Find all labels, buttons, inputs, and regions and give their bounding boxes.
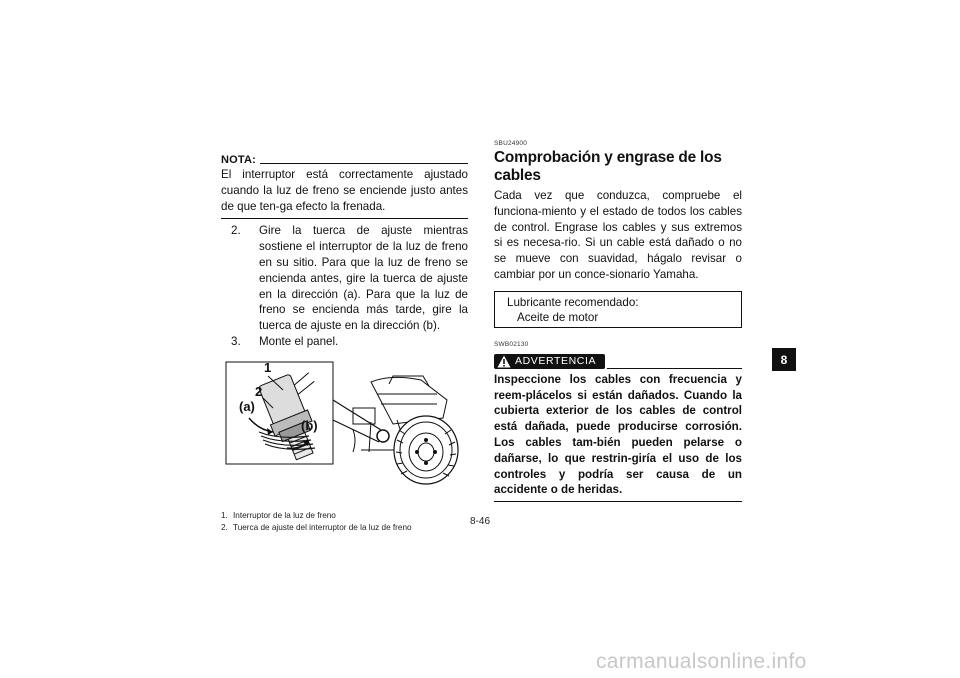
nota-header <box>221 152 468 166</box>
section-paragraph: Cada vez que conduzca, compruebe el funciona-miento y el estado de todos los cables de control. Engrase los cables y sus extremos si es necesa-rio. Si un cable está dañado o no se mueve con suavidad, hágalo revisar o cambiar por un conce-sionario Yamaha. <box>494 189 742 281</box>
warning-triangle-icon <box>497 355 511 368</box>
warning-badge <box>494 354 605 369</box>
caption-number: 2. <box>221 522 228 532</box>
figure-captions <box>221 510 468 534</box>
warning-label: ADVERTENCIA <box>515 355 597 368</box>
caption-number: 1. <box>221 510 228 520</box>
nota-label: NOTA: <box>221 154 257 166</box>
warning-header <box>494 351 742 369</box>
nota-rule <box>260 163 468 164</box>
section-heading: Comprobación y engrase de los cables <box>494 149 722 184</box>
caption-item <box>221 510 468 522</box>
watermark: carmanualsonline.info <box>596 650 807 673</box>
warning-text: Inspeccione los cables con frecuencia y reem-plácelos si están dañados. Cuando la cubierta exterior de los cables de control está dañada, puede producirse corrosión. Los cables tam-bién pueden pelarse o dañarse, lo que restrin-giría el uso de los controles y podría ser causa de un accidente o de heridas. <box>494 372 742 497</box>
page-number: 8-46 <box>470 516 491 527</box>
figure-label-1: 1 <box>264 359 272 375</box>
brake-switch-illustration <box>221 360 468 488</box>
figure-label-a: (a) <box>239 398 255 414</box>
step-number: 3. <box>231 334 241 348</box>
left-column <box>221 152 468 534</box>
step-text: Monte el panel. <box>259 334 339 348</box>
warning-code: SWB02130 <box>494 340 529 348</box>
caption-text: Tuerca de ajuste del interruptor de la luz de freno <box>233 522 412 532</box>
figure-label-2: 2 <box>255 383 263 399</box>
step-item <box>221 223 468 334</box>
right-column <box>494 140 742 502</box>
lubricant-value: Aceite de motor <box>517 310 599 324</box>
nota-end-rule <box>221 218 468 219</box>
figure-label-b: (b) <box>301 417 318 433</box>
nota-text: El interruptor está correctamente ajustado cuando la luz de freno se enciende justo antes de que ten-ga efecto la frenada. <box>221 168 468 213</box>
warning-end-rule <box>494 501 742 502</box>
section-code: SBU24900 <box>494 140 528 147</box>
steps-list <box>221 223 468 349</box>
lubricant-box <box>494 291 742 328</box>
step-item <box>221 334 468 350</box>
step-number: 2. <box>231 224 241 238</box>
section-tab: 8 <box>772 348 796 371</box>
brake-switch-figure <box>221 360 468 488</box>
caption-text: Interruptor de la luz de freno <box>233 510 336 520</box>
step-text: Gire la tuerca de ajuste mientras sostiene el interruptor de la luz de freno en su sitio. Para que la luz de freno se encienda antes, gire la tuerca de ajuste en la dirección (a). Para que la luz de freno se encienda más tarde, gire la tuerca de ajuste en la dirección (b). <box>259 224 468 333</box>
lubricant-label: Lubricante recomendado: <box>507 295 639 309</box>
warning-rule <box>607 368 742 369</box>
caption-item <box>221 522 468 534</box>
